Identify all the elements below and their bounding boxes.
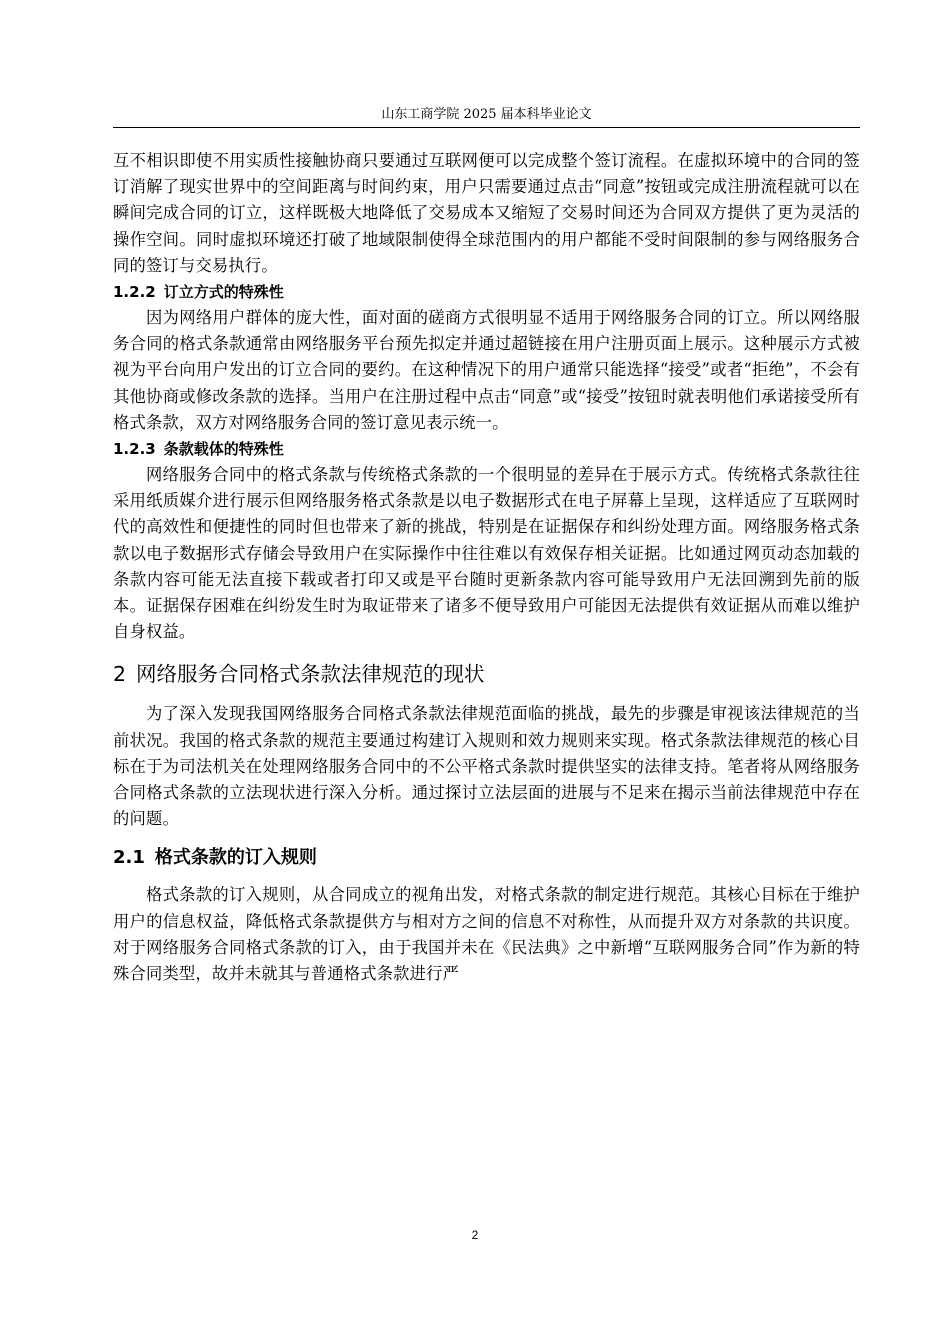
chapter-heading-2 [113, 659, 860, 689]
chapter-number: 2 [113, 662, 127, 687]
running-header: 山东工商学院 2025 届本科毕业论文 [381, 107, 592, 122]
paragraph-incorporation-rules: 格式条款的订入规则，从合同成立的视角出发，对格式条款的制定进行规范。其核心目标在于维护用户的信息权益，降低格式条款提供方与相对方之间的信息不对称性，从而提升双方对条款的共识度。对于网络服务合同格式条款的订入，由于我国并未在《民法典》之中新增“互联网服务合同”作为新的特殊合同类型，故并未就其与普通格式条款进行严 [113, 885, 860, 984]
section-heading-1-2-2 [113, 279, 860, 305]
paragraph-chapter-intro: 为了深入发现我国网络服务合同格式条款法律规范面临的挑战，最先的步骤是审视该法律规范的当前状况。我国的格式条款的规范主要通过构建订入规则和效力规则来实现。格式条款法律规范的核心目标在于为司法机关在处理网络服务合同中的不公平格式条款时提供坚实的法律支持。笔者将从网络服务合同格式条款的立法现状进行深入分析。通过探讨立法层面的进展与不足来在揭示当前法律规范中存在的问题。 [113, 704, 860, 829]
section-number: 1.2.3 [113, 440, 156, 459]
paragraph-continuation: 互不相识即使不用实质性接触协商只要通过互联网便可以完成整个签订流程。在虚拟环境中的合同的签订消解了现实世界中的空间距离与时间约束，用户只需要通过点击“同意”按钮或完成注册流程就可以在瞬间完成合同的订立，这样既极大地降低了交易成本又缩短了交易时间还为合同双方提供了更为灵活的操作空间。同时虚拟环境还打破了地域限制使得全球范围内的用户都能不受时间限制的参与网络服务合同的签订与交易执行。 [113, 151, 860, 275]
chapter-title: 网络服务合同格式条款法律规范的现状 [136, 662, 485, 687]
header-divider [113, 127, 860, 128]
document-body [113, 148, 860, 987]
section-heading-1-2-3 [113, 436, 860, 462]
section-number: 1.2.2 [113, 283, 156, 302]
section-heading-2-1 [113, 844, 860, 872]
section-title: 订立方式的特殊性 [163, 283, 284, 302]
paragraph-clause-carrier: 网络服务合同中的格式条款与传统格式条款的一个很明显的差异在于展示方式。传统格式条款往往采用纸质媒介进行展示但网络服务格式条款是以电子数据形式在电子屏幕上呈现，这样适应了互联网时代的高效性和便捷性的同时但也带来了新的挑战，特别是在证据保存和纠纷处理方面。网络服务格式条款以电子数据形式存储会导致用户在实际操作中往往难以有效保存相关证据。比如通过网页动态加载的条款内容可能无法直接下载或者打印又或是平台随时更新条款内容可能导致用户无法回溯到先前的版本。证据保存困难在纠纷发生时为取证带来了诸多不便导致用户可能因无法提供有效证据从而难以维护自身权益。 [113, 465, 860, 642]
paragraph-signing-method: 因为网络用户群体的庞大性，面对面的磋商方式很明显不适用于网络服务合同的订立。所以网络服务合同的格式条款通常由网络服务平台预先拟定并通过超链接在用户注册页面上展示。这种展示方式被视为平台向用户发出的订立合同的要约。在这种情况下的用户通常只能选择“接受”或者“拒绝”，不会有其他协商或修改条款的选择。当用户在注册过程中点击“同意”或“接受”按钮时就表明他们承诺接受所有格式条款，双方对网络服务合同的签订意见表示统一。 [113, 308, 860, 432]
section-number: 2.1 [113, 847, 145, 869]
page-number: 2 [471, 1228, 479, 1242]
section-title: 格式条款的订入规则 [154, 847, 317, 869]
section-title: 条款载体的特殊性 [163, 440, 284, 459]
